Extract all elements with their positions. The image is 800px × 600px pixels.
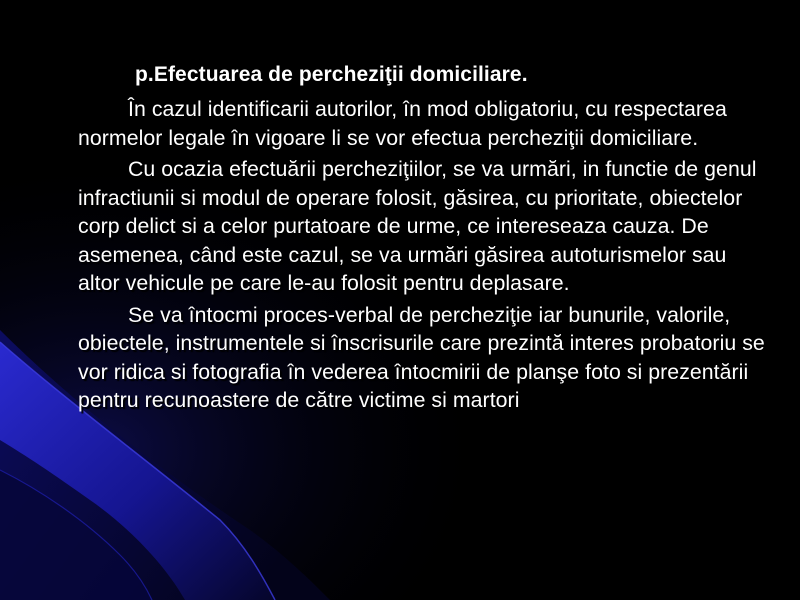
- body-paragraph: Cu ocazia efectuării percheziţiilor, se va urmări, in functie de genul infractiunii si modul de operare folosit, găsirea, cu prioritate, obiectelor corp delict si a celor purtatoare de urme, ce intereseaza cauza. De asemenea, când este cazul, se va urmări găsirea autoturismelor sau altor vehicule pe care le-au folosit pentru deplasare.: [78, 157, 757, 295]
- slide-title: p.Efectuarea de percheziţii domiciliare.: [135, 63, 528, 86]
- body-paragraph: Se va întocmi proces-verbal de percheziţie iar bunurile, valorile, obiectele, instrumentele si înscrisurile care prezintă interes probatoriu se vor ridica si fotografia în vederea întocmirii de planşe foto si prezentării pentru recunoastere de către victime si martori: [78, 302, 765, 412]
- body-paragraph: În cazul identificarii autorilor, în mod obligatoriu, cu respectarea normelor legale în vigoare li se vor efectua percheziţii domiciliare.: [78, 97, 727, 150]
- slide-content: [78, 60, 768, 418]
